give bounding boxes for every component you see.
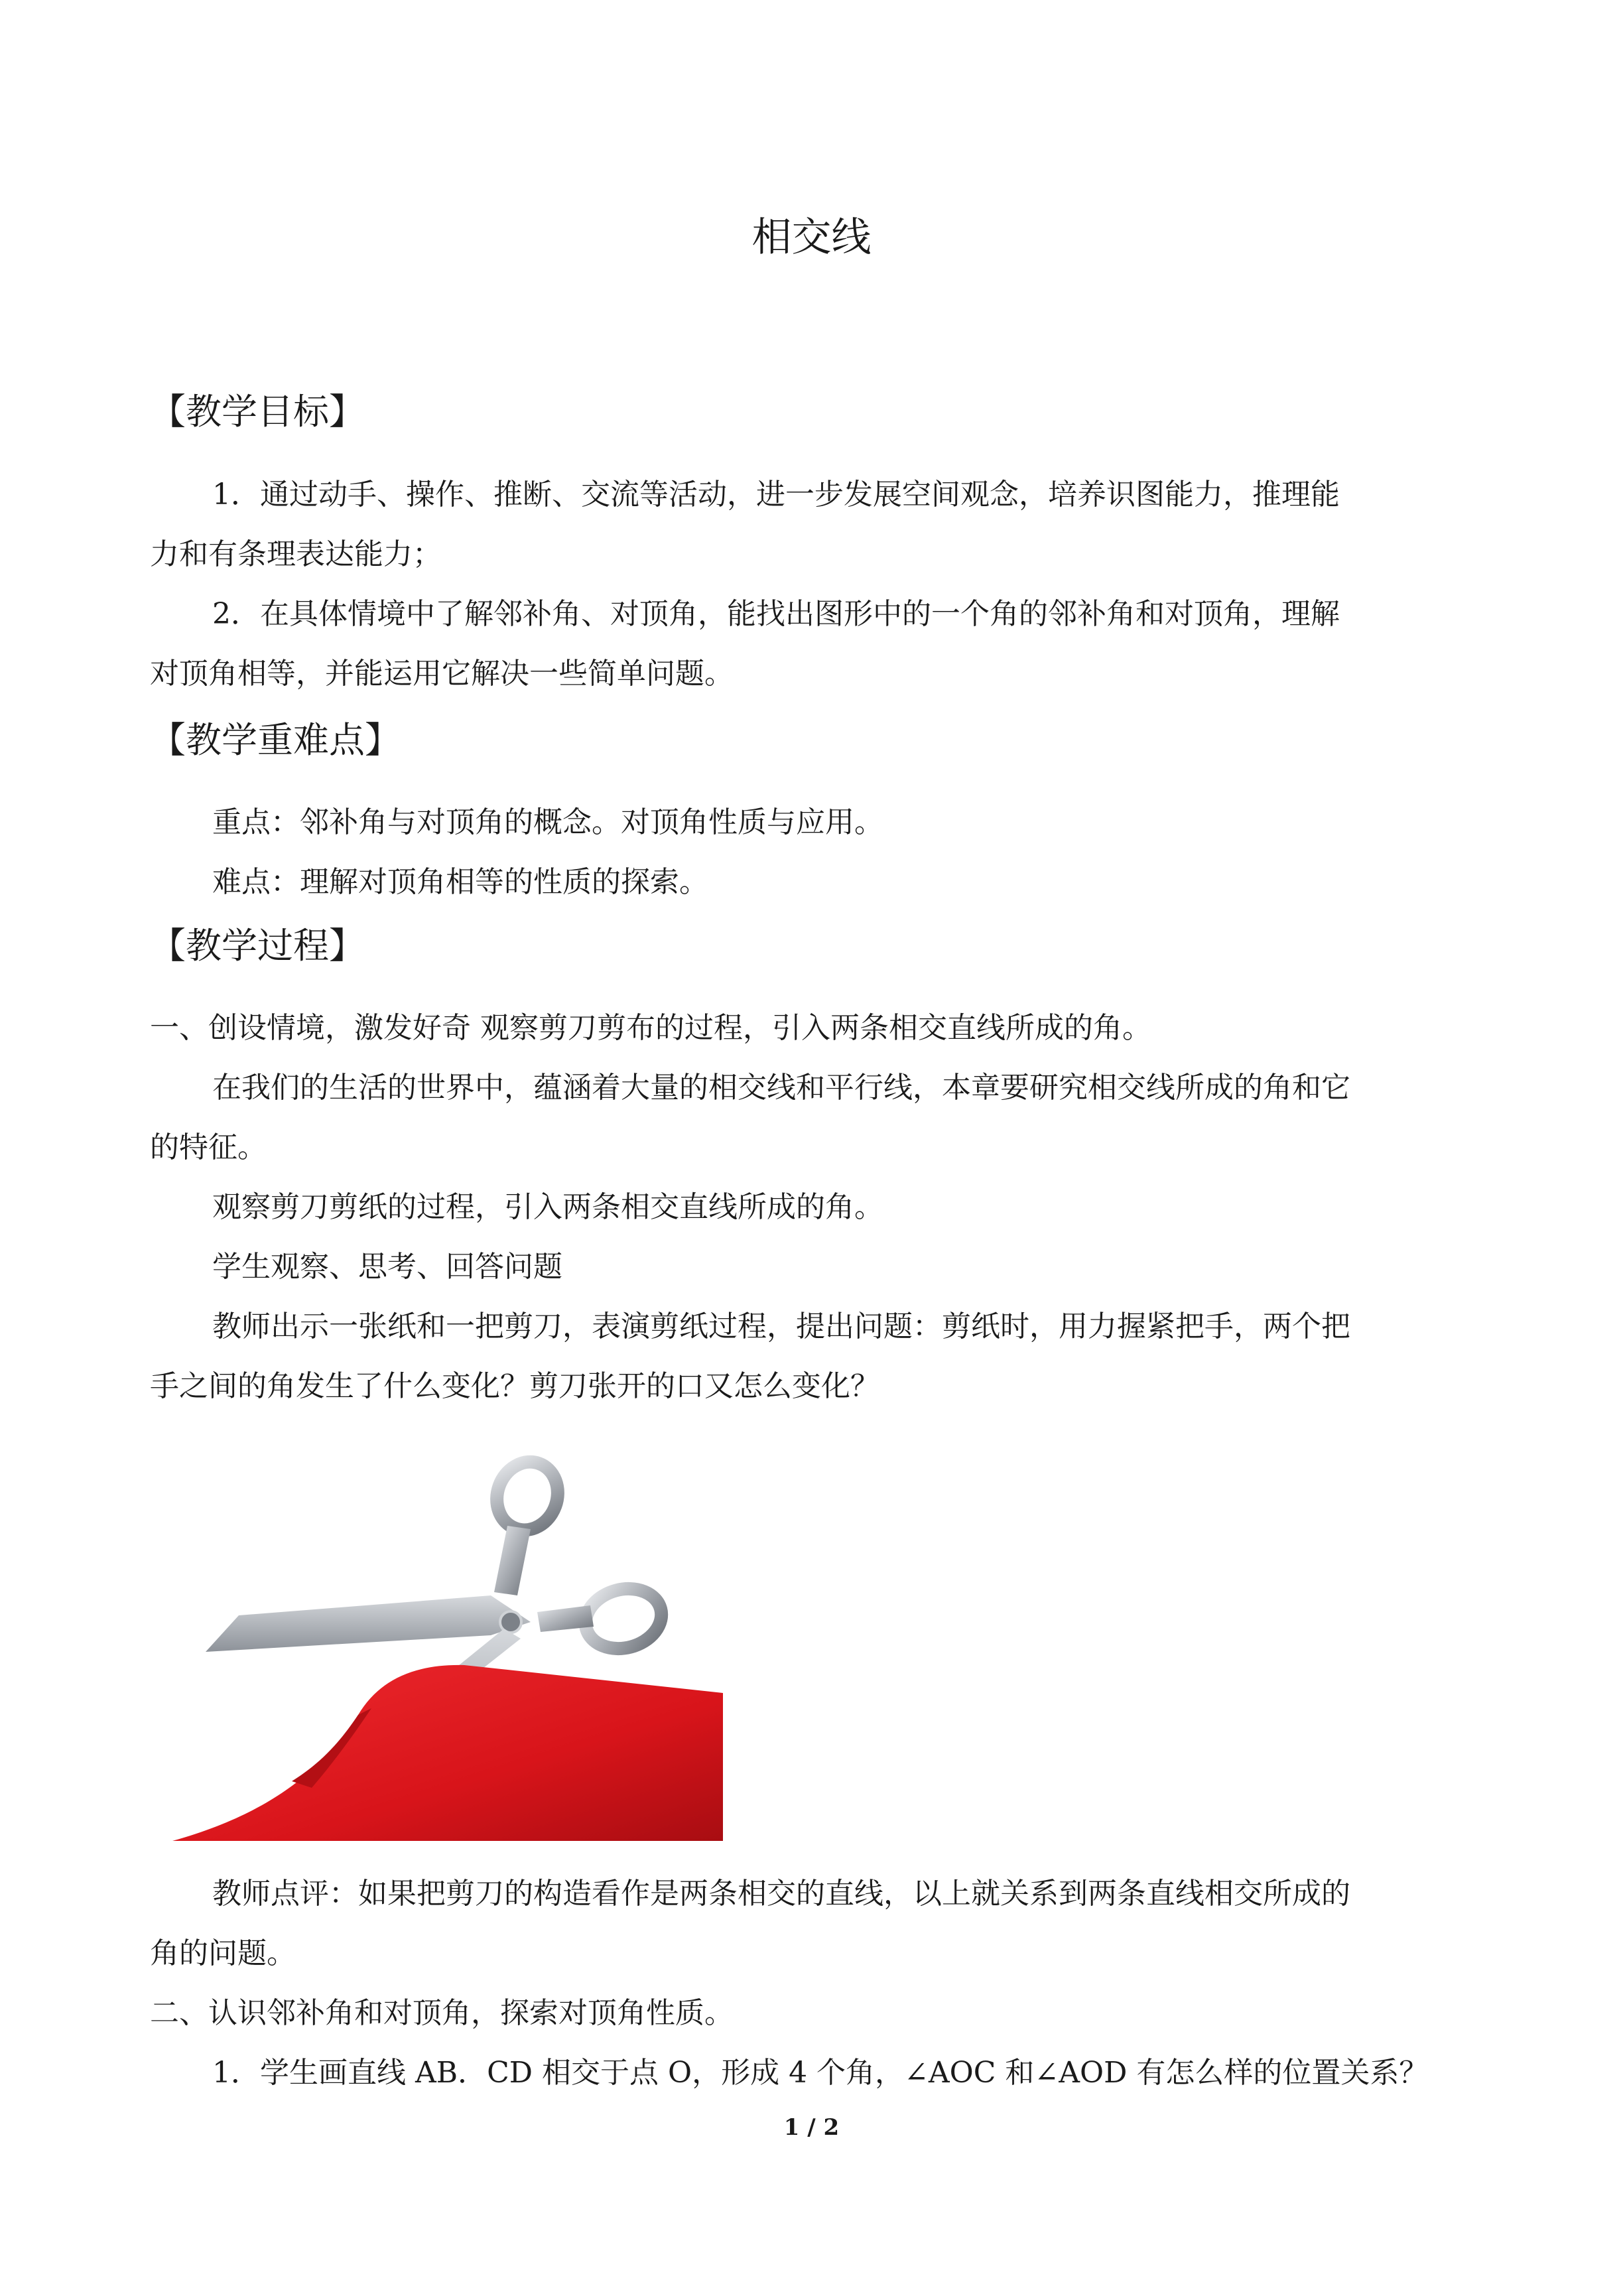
paragraph-line: 对顶角相等，并能运用它解决一些简单问题。 [150,657,734,691]
paragraph-line: 手之间的角发生了什么变化？剪刀张开的口又怎么变化？ [150,1369,879,1403]
paragraph-line: 力和有条理表达能力； [150,537,442,571]
paragraph-line: 教师出示一张纸和一把剪刀，表演剪纸过程，提出问题：剪纸时，用力握紧把手，两个把 [212,1310,1350,1343]
paragraph-line: 2．在具体情境中了解邻补角、对顶角，能找出图形中的一个角的邻补角和对顶角，理解 [212,597,1340,631]
section-heading-goals: 【教学目标】 [150,391,365,433]
paragraph-line: 学生观察、思考、回答问题 [212,1250,562,1284]
paragraph-line: 重点：邻补角与对顶角的概念。对顶角性质与应用。 [212,805,883,839]
scissors-ribbon-image [159,1453,723,1844]
paragraph-line: 1．通过动手、操作、推断、交流等活动，进一步发展空间观念，培养识图能力，推理能 [212,478,1340,511]
paragraph-line: 教师点评：如果把剪刀的构造看作是两条相交的直线，以上就关系到两条直线相交所成的 [212,1877,1350,1911]
page-title: 相交线 [751,214,872,261]
paragraph-line: 观察剪刀剪纸的过程，引入两条相交直线所成的角。 [212,1190,883,1224]
paragraph-line: 的特征。 [150,1130,267,1164]
paragraph-line: 一、创设情境，激发好奇 观察剪刀剪布的过程，引入两条相交直线所成的角。 [150,1011,1151,1045]
page-number: 1 / 2 [783,2114,840,2141]
section-heading-process: 【教学过程】 [150,925,365,967]
paragraph-line: 二、认识邻补角和对顶角，探索对顶角性质。 [150,1996,734,2030]
paragraph-line: 在我们的生活的世界中，蕴涵着大量的相交线和平行线，本章要研究相交线所成的角和它 [212,1071,1350,1105]
paragraph-line: 难点：理解对顶角相等的性质的探索。 [212,865,708,899]
paragraph-line: 1．学生画直线 AB．CD 相交于点 O，形成 4 个角，∠AOC 和∠AOD 有怎么样的位置关系？ [212,2056,1429,2090]
paragraph-line: 角的问题。 [150,1936,296,1970]
section-heading-keypoints: 【教学重难点】 [150,719,401,761]
